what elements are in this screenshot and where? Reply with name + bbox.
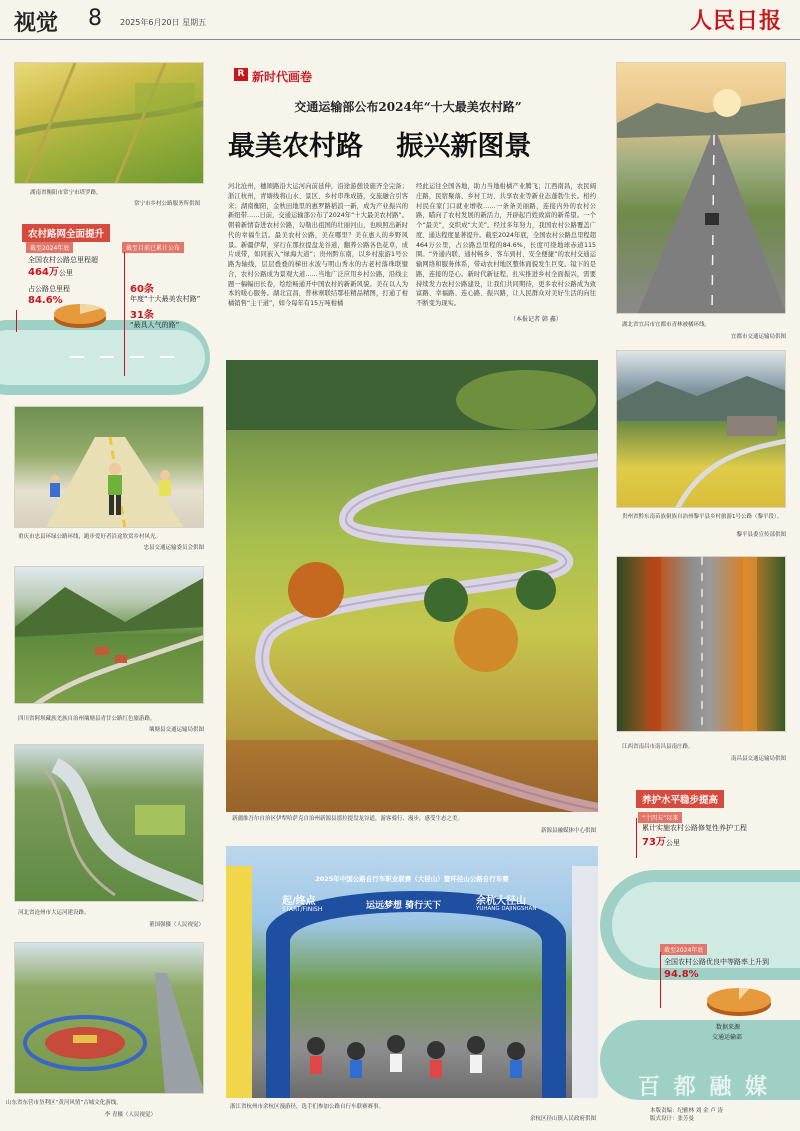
pie-chart-84	[52, 300, 108, 330]
credit-canal: 董国强摄（人民视觉）	[148, 922, 204, 928]
source-label: 数据来源	[716, 1024, 741, 1031]
credit-valley: 壤塘县交通运输局供图	[148, 727, 204, 733]
infographic-left-value3: 60条	[130, 284, 154, 295]
infographic-left-line1: 全国农村公路总里程超	[28, 256, 98, 264]
credit-autumn: 南昌县交通运输局供图	[730, 756, 786, 762]
caption-canal: 河北省沧州市大运河建设路。	[18, 910, 90, 916]
issue-date: 2025年6月20日 星期五	[120, 18, 207, 27]
race-banner-title: 2025年中国公路自行车职业联赛（大径山）暨环径山公路自行车赛	[315, 875, 509, 883]
winding-road-art	[226, 360, 598, 812]
photo-nalati-winding-road	[226, 360, 598, 812]
infographic-right-title: 养护水平稳步提高	[636, 790, 724, 808]
rice-field-art	[15, 63, 204, 184]
leader-line	[660, 952, 661, 1008]
photo-autumn-trees-road	[616, 556, 786, 732]
infographic-right-value1: 73万	[642, 837, 666, 848]
autumn-road-art	[617, 557, 786, 732]
race-banner-slogan: 运远梦想 骑行天下	[366, 901, 442, 911]
caption-rice-field: 湖南省衡阳市常宁市塔罗路。	[30, 190, 102, 196]
photo-yellow-river-park	[14, 942, 204, 1094]
infographic-right-value1-row	[642, 836, 680, 849]
road-graphic-right-inner	[612, 882, 800, 968]
infographic-right-value2: 94.8%	[664, 969, 699, 980]
leader-line	[16, 310, 17, 332]
infographic-left-sub2: 截至目前已累计公布	[122, 242, 184, 253]
road-dash	[130, 356, 144, 358]
infographic-left-title: 农村路网全面提升	[22, 224, 110, 242]
watermark: 百 都 融 媒	[638, 1075, 770, 1100]
infographic-left-value1: 464万	[28, 267, 59, 278]
page-credits	[650, 1107, 723, 1124]
pie-chart-94	[704, 984, 774, 1018]
page-designer: 版式设计：张芳曼	[650, 1116, 695, 1123]
infographic-right-line2: 全国农村公路优良中等路率上升到	[664, 958, 769, 966]
credit-rice-field: 常宁市乡村公路服务所供图	[133, 201, 200, 207]
newspaper-logo: 人民日报	[689, 8, 782, 34]
race-banner-place-en: YUHANG DAJINGSHAN	[476, 906, 537, 912]
infographic-right-value2-row	[664, 968, 699, 981]
runners-art	[15, 407, 204, 528]
caption-race: 浙江省杭州市余杭区漫游径，选手们参加公路自行车联赛赛事。	[230, 1104, 385, 1110]
article-headline: 最美农村路 振兴新图景	[228, 131, 532, 162]
park-art	[15, 943, 204, 1094]
infographic-right-sub1: “十四五”以来	[638, 812, 682, 823]
page-editors: 本版责编：纪雅林 刘 金 卢 涛	[650, 1108, 723, 1114]
section-title: 视觉	[14, 11, 59, 36]
infographic-left-unit1: 公里	[58, 269, 73, 277]
rapeseed-art	[617, 351, 786, 508]
credit-rapeseed: 黎平县委宣传部供图	[736, 532, 786, 538]
credit-race: 余杭区径山镇人民政府供图	[529, 1116, 596, 1122]
caption-rapeseed: 贵州省黔东南苗族侗族自治州黎平县乡村旅游1号公路（黎平段）。	[622, 514, 783, 520]
article-kicker: 交通运输部公布2024年“十大最美农村路”	[294, 100, 522, 114]
caption-highway: 湖北省宜昌市宜都市青林被橘环线。	[622, 322, 711, 328]
caption-nalati: 新疆维吾尔自治区伊犁哈萨克自治州新源县那拉提盘龙谷道，游客骑行、漫步，感受生态之美。	[232, 816, 464, 822]
rubric-label: 新时代画卷	[252, 70, 313, 84]
infographic-left-line3: 年度“十大最美农村路”	[130, 295, 201, 303]
road-dash	[70, 356, 84, 358]
credit-runners: 忠县交通运输委员会供图	[143, 545, 204, 551]
photo-runners-road	[14, 406, 204, 528]
road-dash	[100, 356, 114, 358]
photo-rapeseed-village	[616, 350, 786, 508]
article-body-col2: 经此运往全国各地，助力当地柑橘产业腾飞；江西南昌，农民阔庄路，民宿聚落、乡村工坊、共享农业等新业态蓬勃生长。相约村民在家门口就业增收……一条条美丽路，连接内外的农村公路，瞄向了农村发展的新活力，开辟起百姓致富的新希望。一个个“最美”，交织成“大美”。经过多年努力，我国农村公路覆盖广度、通达程度显著提升。截至2024年底，全国农村公路总里程超464万公里，占公路总里程的84.6%，长度可绕地球赤道115圈。“外通内联、通村畅乡、客车到村、安全便捷”的农村交通运输网络和服务体系，带动农村地区整体面貌发生巨变。镜下的是路，连接的是心。新时代新征程，扎实推进乡村全面振兴，需要持续发力农村公路建设，让我们共同期待，更多农村公路成为致富路、幸福路、连心路、振兴路，让人民群众对美好生活的向往不断变为现实。	[416, 183, 596, 307]
article-byline: （本报记者 韩 鑫）	[510, 316, 562, 323]
caption-park: 山东省东营市垦利区“黄河风情”古城文化游线。	[6, 1100, 122, 1106]
credit-park: 李 青摄（人民视觉）	[104, 1112, 156, 1118]
page-number: 8	[88, 6, 102, 31]
race-banner-start-en: START/FINISH	[282, 906, 323, 913]
infographic-right-unit1: 公里	[665, 839, 680, 847]
race-arch-art	[226, 846, 598, 1098]
source-name: 交通运输部	[712, 1034, 743, 1041]
rubric-mark: R	[234, 68, 248, 81]
photo-mountain-valley	[14, 566, 204, 704]
highway-art	[617, 63, 786, 314]
photo-cycling-race	[226, 846, 598, 1098]
credit-highway: 宜都市交通运输局供图	[730, 334, 786, 340]
infographic-right-sub2: 截至2024年底	[660, 944, 707, 955]
infographic-left-value4: 31条	[130, 310, 154, 321]
credit-nalati: 新源县融媒体中心供图	[540, 828, 596, 834]
canal-art	[15, 745, 204, 902]
photo-rice-field-road	[14, 62, 204, 184]
infographic-left-line4: “最具人气的路”	[130, 321, 180, 329]
article-body-col1: 河北沧州，穗颂路沿大运河向前延伸，沿途游憩设施齐全完备；浙江杭州，青塘线将山水、景区、乡村串珠成链，交旅融合引客来；湖南衡阳，金秋田地里的惠罗路稻浪一新，成为产业振兴的新纽带……日前，交通运输部公布了2024年“十大最美农村路”。朝着新情奋进农村公路，勾勒出祖国的壮丽河山，也映照出新时代的幸福生活。最美农村公路，美在哪里？美在惠人的乡野风景。新疆伊犁，穿行在那拉提盘龙谷道，翻养公路各色花草，成片成带，如同嵌入“绿海大道”；贵州黔东南，以乡村旅游1号公路为轴线，层层叠叠的梯田水波与明山秀水的古老村落珠联璧合，农村公路成为景观大道……当地广泛应用乡村公路，沿线主题一幅幅田长卷，绘绘畅通开中国农村的新新风貌。美在以人为本的暖心服务。湖北宜昌，普林寨联结鄂桂精品精图，打通了柑橘销售“主干道”，如今每年有15万吨柑橘	[228, 183, 408, 307]
infographic-left-value1-row	[28, 266, 73, 279]
caption-runners: 重庆市忠县环绿公路环线，跑步爱好者沿途欣赏乡村风光。	[18, 534, 162, 540]
infographic-right-line1: 累计实施农村公路修复性养护工程	[642, 824, 747, 832]
valley-art	[15, 567, 204, 704]
caption-valley: 四川省阿坝藏族羌族自治州壤塘县青甘公路红色旅游路。	[18, 716, 156, 722]
leader-line	[124, 252, 125, 376]
photo-highway-sunset	[616, 62, 786, 314]
photo-canal-road	[14, 744, 204, 902]
infographic-left-line2: 占公路总里程	[28, 285, 70, 293]
caption-autumn: 江西省南昌市南昌县南庄路。	[622, 744, 694, 750]
infographic-left-sub1: 截至2024年底	[26, 242, 73, 253]
race-banner-place: 余杭大径山	[476, 896, 526, 907]
race-banner-start: 起/终点	[282, 896, 316, 907]
road-dash	[160, 356, 174, 358]
infographic-left-value2: 84.6%	[28, 295, 63, 306]
leader-line	[636, 818, 637, 858]
